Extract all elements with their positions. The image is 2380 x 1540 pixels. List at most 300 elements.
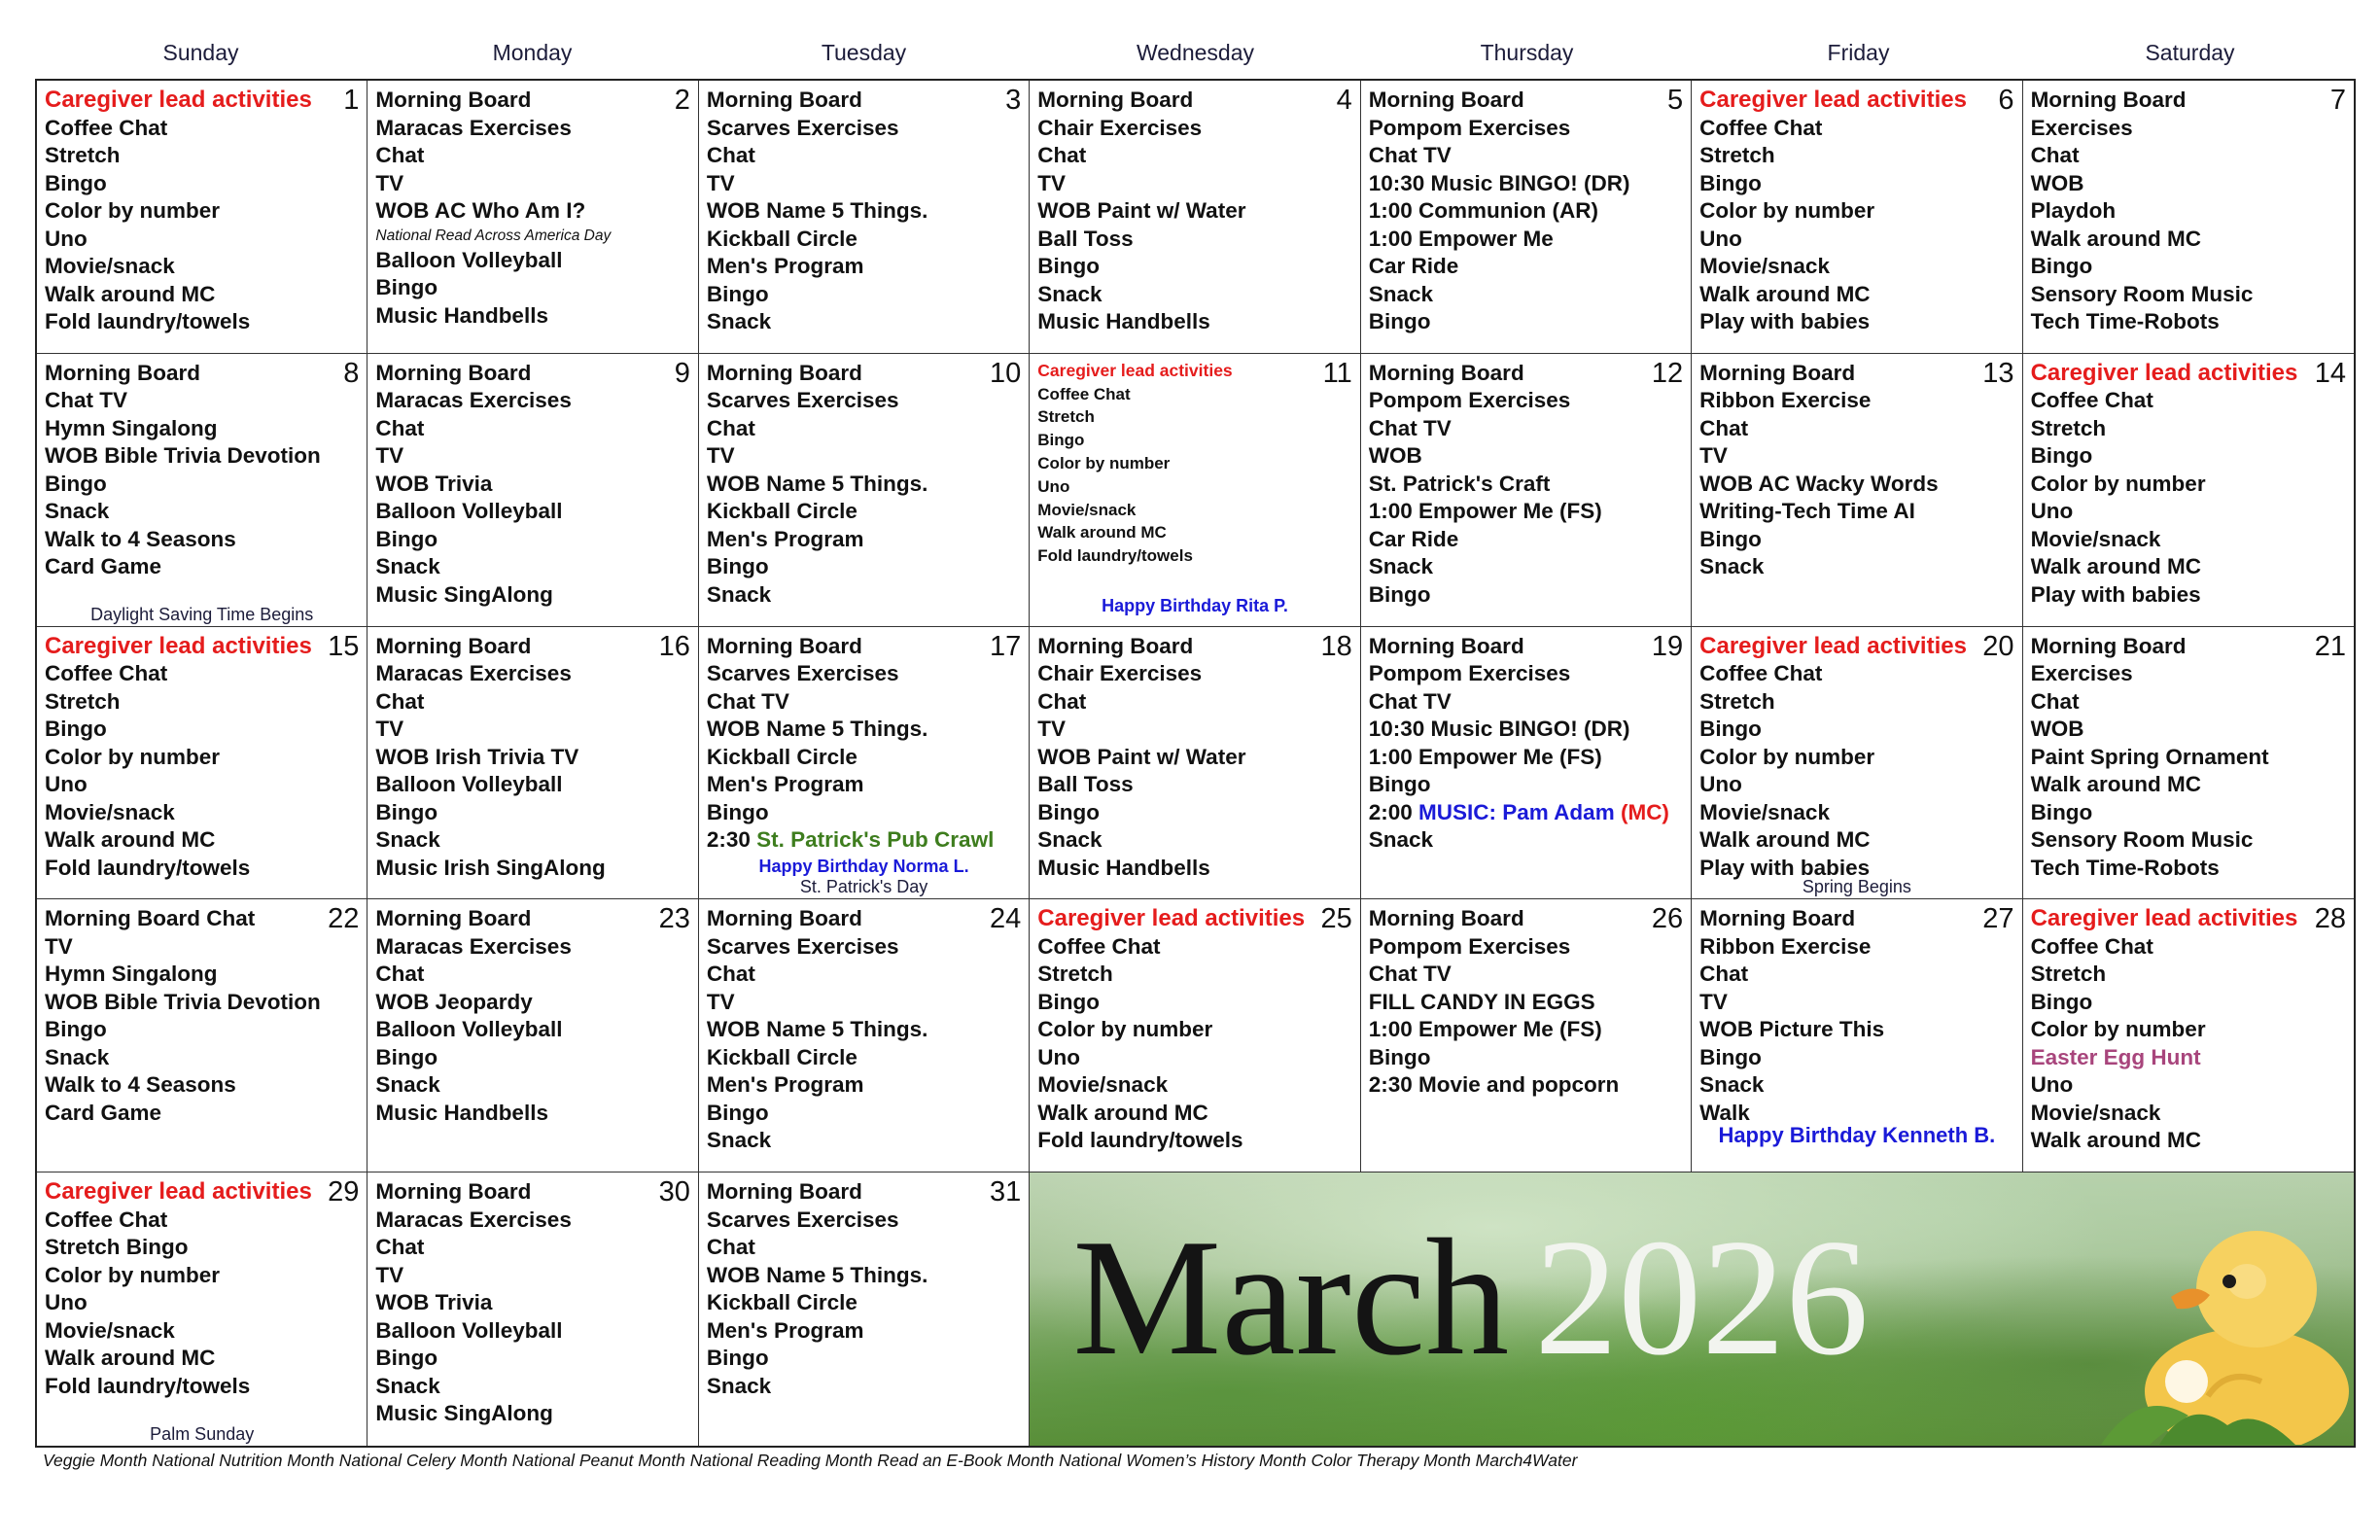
weekday-label: Tuesday <box>821 40 907 65</box>
activity-text: Morning Board <box>1368 906 1524 931</box>
activity-text: Chat <box>706 415 755 440</box>
activity-item <box>2031 226 2348 254</box>
activity-item <box>375 197 691 226</box>
activity-item <box>1699 553 2015 581</box>
activity-text: Uno <box>2030 499 2074 524</box>
activity-text: Men's Program <box>706 254 864 278</box>
activity-text: Kickball Circle <box>706 744 858 769</box>
activity-item <box>45 357 361 389</box>
activity-text: Chat <box>375 143 425 167</box>
activity-item <box>2031 197 2348 226</box>
activity-text: Color by number <box>1037 453 1171 472</box>
activity-text: Walk around MC <box>2030 772 2201 797</box>
activity-list <box>1699 630 2015 883</box>
activity-list <box>1699 905 2015 1127</box>
activity-text: TV <box>375 443 404 469</box>
activity-item <box>1699 197 2015 226</box>
activity-text: Car Ride <box>1368 254 1459 278</box>
day-cell <box>2023 354 2354 627</box>
activity-item <box>1369 989 1685 1017</box>
day-cell <box>1030 81 1360 354</box>
activity-item <box>2031 744 2348 772</box>
activity-text: Caregiver lead activities <box>1037 360 1233 380</box>
activity-text: Chat <box>1037 688 1087 714</box>
activity-text: Music Handbells <box>1037 855 1210 880</box>
activity-item <box>45 826 361 855</box>
activity-item <box>1369 253 1685 281</box>
activity-item <box>45 1289 361 1317</box>
activity-text: WOB Paint w/ Water <box>1037 198 1246 223</box>
activity-text: Kickball Circle <box>706 499 858 524</box>
activity-text: WOB <box>2030 717 2084 742</box>
activity-list <box>45 1178 361 1400</box>
day-cell <box>368 354 698 627</box>
activity-text: Walk around MC <box>45 1346 216 1371</box>
activity-item <box>375 905 691 933</box>
activity-text: Morning Board <box>1037 633 1194 658</box>
activity-item <box>1699 799 2015 827</box>
activity-item <box>1699 281 2015 309</box>
day-number: 20 <box>1982 630 2014 662</box>
activity-item <box>375 170 691 198</box>
day-number: 9 <box>674 357 690 389</box>
activity-item <box>375 660 691 688</box>
activity-item <box>707 1289 1023 1317</box>
activity-text: Morning Board <box>45 360 200 385</box>
day-cell <box>1692 627 2022 900</box>
activity-text: WOB <box>2030 170 2084 195</box>
day-number: 12 <box>1651 357 1684 389</box>
activity-item <box>1037 1071 1353 1100</box>
activity-text: Snack <box>1699 1072 1765 1098</box>
activity-text: Snack <box>1368 827 1433 853</box>
activity-item <box>45 688 361 717</box>
activity-item <box>375 302 691 331</box>
activity-text: Bingo <box>706 1100 769 1125</box>
activity-item <box>45 308 361 336</box>
activity-item <box>1037 452 1353 475</box>
calendar-grid <box>35 79 2356 1448</box>
activity-item <box>1699 1044 2015 1072</box>
activity-item <box>1369 115 1685 143</box>
activity-text: Maracas Exercises <box>375 933 572 959</box>
activity-item <box>1369 1071 1685 1100</box>
activity-item <box>706 357 1023 389</box>
activity-text: Movie/snack <box>2030 526 2161 551</box>
activity-text: Stretch <box>1037 962 1113 987</box>
activity-item <box>1699 933 2015 962</box>
activity-text: Snack <box>1037 281 1102 306</box>
activity-text: Caregiver lead activities <box>1699 87 1967 113</box>
activity-list <box>45 357 361 581</box>
activity-item <box>2031 87 2348 115</box>
activity-text: Paint Spring Ornament <box>2030 744 2269 769</box>
activity-item <box>707 1127 1023 1155</box>
activity-text: Bingo <box>375 526 438 551</box>
activity-item <box>707 716 1023 744</box>
activity-item <box>45 905 361 933</box>
activity-item <box>375 1317 691 1346</box>
activity-item <box>1699 1071 2015 1100</box>
activity-text: Kickball Circle <box>706 1290 858 1315</box>
activity-text: Morning Board <box>375 360 532 385</box>
activity-item <box>1369 799 1685 827</box>
activity-text: Morning Board <box>1368 633 1524 658</box>
activity-item <box>45 553 361 581</box>
activity-text: Play with babies <box>1699 309 1871 333</box>
activity-item <box>1369 744 1685 772</box>
activity-item <box>1369 387 1685 415</box>
activity-text: Walk around MC <box>45 827 216 853</box>
activity-list <box>706 357 1023 610</box>
activity-text: Music Handbells <box>1037 309 1210 333</box>
activity-text: Car Ride <box>1368 526 1459 551</box>
activity-text: TV <box>375 1262 404 1287</box>
activity-text: WOB Irish Trivia TV <box>375 744 579 769</box>
activity-item <box>1037 360 1353 383</box>
activity-item <box>375 1044 691 1072</box>
activity-item <box>1037 383 1353 406</box>
activity-text: WOB Name 5 Things. <box>706 1017 928 1042</box>
activity-item <box>1369 87 1685 115</box>
activity-text: Bingo <box>706 281 769 306</box>
activity-item <box>707 1207 1023 1235</box>
activity-item <box>707 1071 1023 1100</box>
weekday-header <box>35 33 2356 72</box>
activity-text: 1:00 Empower Me (FS) <box>1368 499 1602 524</box>
activity-text: Color by number <box>2030 1017 2206 1042</box>
activity-text: Fold laundry/towels <box>45 1373 251 1398</box>
activity-text: Scarves Exercises <box>706 1207 899 1232</box>
activity-item <box>375 415 691 443</box>
activity-item <box>1037 688 1353 717</box>
activity-text: Uno <box>1699 226 1742 251</box>
activity-text: WOB Picture This <box>1699 1017 1885 1042</box>
activity-item <box>2031 688 2348 717</box>
banner-year: 2026 <box>1534 1206 1870 1391</box>
activity-text: Bingo <box>2030 799 2093 824</box>
activity-item <box>1037 475 1353 499</box>
activity-item <box>1037 281 1353 309</box>
activity-text: Snack <box>706 309 772 333</box>
activity-text: Morning Board <box>375 906 532 931</box>
activity-item <box>375 247 691 275</box>
activity-text: Morning Board <box>1699 360 1856 385</box>
activity-item <box>707 498 1023 526</box>
activity-text: Play with babies <box>2030 581 2201 607</box>
day-number: 1 <box>343 85 360 116</box>
activity-item <box>1369 170 1685 198</box>
activity-item <box>375 226 691 247</box>
activity-item <box>1369 771 1685 799</box>
activity-item <box>375 553 691 581</box>
activity-text: Chat TV <box>1368 962 1452 987</box>
activity-item <box>1369 933 1685 962</box>
activity-item <box>375 1071 691 1100</box>
activity-item <box>1369 442 1685 471</box>
activity-text: WOB AC Wacky Words <box>1699 471 1939 496</box>
activity-item <box>1699 308 2015 336</box>
day-cell <box>1361 81 1692 354</box>
activity-text: Bingo <box>1699 170 1762 195</box>
activity-text: Color by number <box>45 744 221 769</box>
activity-item <box>1699 442 2015 471</box>
activity-text: Morning Board <box>2030 633 2187 658</box>
activity-text: Coffee Chat <box>1699 661 1823 686</box>
activity-text: Scarves Exercises <box>706 933 899 959</box>
activity-text: Movie/snack <box>1037 1072 1169 1098</box>
day-cell <box>368 627 698 900</box>
activity-text: Bingo <box>1037 799 1101 824</box>
activity-item <box>1369 688 1685 717</box>
activity-text: Chat TV <box>1368 688 1452 714</box>
activity-text: Bingo <box>45 170 107 195</box>
activity-item <box>45 281 361 309</box>
activity-item <box>1699 1016 2015 1044</box>
activity-item <box>1699 771 2015 799</box>
activity-item <box>707 1044 1023 1072</box>
activity-item <box>2031 281 2348 309</box>
activity-text: Balloon Volleyball <box>375 1317 563 1343</box>
activity-item <box>707 197 1023 226</box>
activity-item <box>1037 744 1353 772</box>
activity-text: Bingo <box>706 554 769 579</box>
activity-item <box>1699 744 2015 772</box>
activity-item <box>1699 688 2015 717</box>
activity-item <box>1699 87 2015 115</box>
activity-item <box>1699 115 2015 143</box>
activity-text: Morning Board <box>706 906 862 931</box>
activity-text: Coffee Chat <box>45 1207 168 1232</box>
activity-text: Bingo <box>706 799 769 824</box>
activity-item <box>45 961 361 989</box>
activity-list <box>2031 905 2348 1155</box>
activity-text: Bingo <box>1699 1044 1762 1069</box>
holiday-note: Spring Begins <box>1802 877 1911 897</box>
activity-item <box>707 1262 1023 1290</box>
activity-item <box>375 826 691 855</box>
activity-item <box>707 799 1023 827</box>
activity-text: Exercises <box>2030 115 2133 140</box>
activity-text: 1:00 Empower Me (FS) <box>1368 1017 1602 1042</box>
activity-item <box>2031 115 2348 143</box>
banner-title <box>1072 1206 1869 1390</box>
activity-item <box>1037 630 1353 662</box>
activity-text: FILL CANDY IN EGGS <box>1368 989 1595 1014</box>
activity-text: Bingo <box>1368 581 1431 607</box>
activity-item <box>45 87 361 115</box>
activity-text: Morning Board Chat <box>45 906 256 931</box>
activity-text: Color by number <box>1037 1017 1213 1042</box>
activity-item <box>45 1317 361 1346</box>
activity-text: Bingo <box>706 1346 769 1371</box>
activity-item <box>1037 1044 1353 1072</box>
activity-item <box>1368 357 1685 389</box>
activity-text: Movie/snack <box>45 254 175 278</box>
activity-item <box>45 1178 361 1207</box>
activity-item <box>707 1234 1023 1262</box>
activity-text: Morning Board <box>1037 88 1194 112</box>
activity-text: Caregiver lead activities <box>2030 359 2298 386</box>
activity-text: Morning Board <box>375 1179 532 1205</box>
activity-item <box>1699 630 2015 662</box>
activity-item <box>2031 933 2348 962</box>
activity-text: TV <box>45 933 73 959</box>
activity-item <box>707 87 1023 115</box>
weekday-label: Wednesday <box>1136 40 1255 65</box>
activity-item <box>2031 442 2348 471</box>
activity-item <box>2031 1127 2348 1155</box>
activity-item <box>2031 1071 2348 1100</box>
day-number: 8 <box>343 357 360 389</box>
activity-text: TV <box>706 170 735 195</box>
activity-list <box>707 1178 1023 1400</box>
activity-item <box>707 660 1023 688</box>
activity-text: Music Irish SingAlong <box>375 855 606 880</box>
activity-text: Walk around MC <box>1699 281 1871 306</box>
activity-item <box>375 357 691 389</box>
activity-item <box>707 1100 1023 1128</box>
activity-item <box>2031 471 2348 499</box>
activity-item <box>1699 989 2015 1017</box>
activity-item <box>1369 197 1685 226</box>
activity-item <box>2031 660 2348 688</box>
activity-text: Snack <box>1368 281 1433 306</box>
day-cell <box>368 899 698 1172</box>
activity-text: Men's Program <box>706 1072 864 1098</box>
activity-item <box>707 253 1023 281</box>
activity-item <box>45 1044 361 1072</box>
activity-text: Chat <box>706 143 755 167</box>
activity-text: Bingo <box>375 1346 438 1371</box>
activity-text: 10:30 Music BINGO! (DR) <box>1368 170 1630 195</box>
activity-item <box>707 553 1023 581</box>
day-cell <box>1692 899 2022 1172</box>
activity-item <box>45 1234 361 1262</box>
activity-item <box>1699 226 2015 254</box>
activity-text: Chat TV <box>1368 143 1452 167</box>
activity-item <box>1369 526 1685 554</box>
activity-text: Playdoh <box>2030 198 2117 223</box>
activity-item <box>707 142 1023 170</box>
activity-item <box>45 1262 361 1290</box>
activity-text: Caregiver lead activities <box>45 87 312 113</box>
activity-item <box>45 1345 361 1373</box>
activity-text: Walk around MC <box>2030 226 2201 251</box>
activity-text: 2:30 <box>706 827 757 853</box>
activity-text: Snack <box>45 1044 110 1069</box>
activity-text: Scarves Exercises <box>706 115 899 140</box>
activity-text: Stretch <box>45 143 121 167</box>
activity-item <box>45 799 361 827</box>
day-number: 17 <box>990 630 1022 662</box>
activity-item <box>1369 826 1685 855</box>
weekday-label: Friday <box>1827 40 1890 65</box>
activity-text: 10:30 Music BINGO! (DR) <box>1368 717 1630 742</box>
day-number: 7 <box>2329 85 2346 116</box>
day-number: 22 <box>328 903 360 935</box>
activity-item <box>707 744 1023 772</box>
activity-item <box>45 387 361 415</box>
activity-item <box>707 226 1023 254</box>
activity-item <box>1368 630 1685 662</box>
activity-list <box>706 630 1023 855</box>
activity-text: Coffee Chat <box>1037 933 1161 959</box>
activity-item <box>707 1373 1023 1401</box>
day-number: 18 <box>1320 630 1352 662</box>
duckling-icon <box>2101 1172 2354 1445</box>
activity-list <box>2030 357 2348 610</box>
activity-item <box>45 170 361 198</box>
activity-text: Stretch <box>1699 143 1775 167</box>
activity-text: Balloon Volleyball <box>375 247 563 272</box>
activity-item <box>707 771 1023 799</box>
activity-item <box>1037 544 1353 568</box>
activity-item <box>1037 660 1353 688</box>
activity-item <box>375 1207 691 1235</box>
activity-item <box>1699 471 2015 499</box>
activity-item <box>1369 961 1685 989</box>
activity-text: Walk around MC <box>1037 1100 1208 1125</box>
activity-item <box>1699 387 2015 415</box>
activity-item <box>2031 526 2348 554</box>
day-cell <box>699 1172 1030 1446</box>
activity-item <box>2031 905 2348 933</box>
activity-text: Bingo <box>2030 443 2093 469</box>
activity-item <box>1699 357 2015 389</box>
activity-item <box>1699 498 2015 526</box>
activity-text: Morning Board <box>375 633 532 658</box>
activity-item <box>45 989 361 1017</box>
day-number: 31 <box>990 1176 1022 1208</box>
activity-item <box>1369 716 1685 744</box>
activity-text: Music Handbells <box>375 302 548 328</box>
activity-text: Exercises <box>2030 661 2133 686</box>
activity-item <box>2031 1016 2348 1044</box>
activity-text: Bingo <box>1368 772 1431 797</box>
birthday-note: Happy Birthday Norma L. <box>758 857 969 877</box>
activity-text: Tech Time-Robots <box>2030 855 2220 880</box>
day-cell <box>699 354 1030 627</box>
activity-item <box>1369 415 1685 443</box>
activity-text: Morning Board <box>706 360 862 385</box>
activity-item <box>1037 989 1353 1017</box>
day-number: 26 <box>1651 903 1684 935</box>
activity-item <box>375 1289 691 1317</box>
activity-item <box>1037 226 1353 254</box>
activity-item <box>375 471 691 499</box>
activity-text: Balloon Volleyball <box>375 499 563 524</box>
birthday-note: Happy Birthday Kenneth B. <box>1718 1123 1996 1148</box>
activity-item <box>1369 308 1685 336</box>
activity-item <box>45 415 361 443</box>
activity-text: Bingo <box>375 1044 438 1069</box>
activity-text: Stretch <box>2030 415 2107 440</box>
activity-item <box>45 442 361 471</box>
activity-item <box>1369 905 1685 933</box>
day-number: 23 <box>658 903 690 935</box>
activity-text: Snack <box>706 1128 772 1153</box>
activity-highlight: St. Patrick's Pub Crawl <box>756 827 995 853</box>
activity-item <box>707 989 1023 1017</box>
activity-list <box>375 357 691 610</box>
activity-text: Caregiver lead activities <box>1699 632 1967 659</box>
activity-item <box>45 1373 361 1401</box>
activity-text: Stretch Bingo <box>45 1235 189 1260</box>
day-cell <box>2023 81 2354 354</box>
day-cell <box>2023 627 2354 900</box>
activity-text: WOB Name 5 Things. <box>706 1262 928 1287</box>
